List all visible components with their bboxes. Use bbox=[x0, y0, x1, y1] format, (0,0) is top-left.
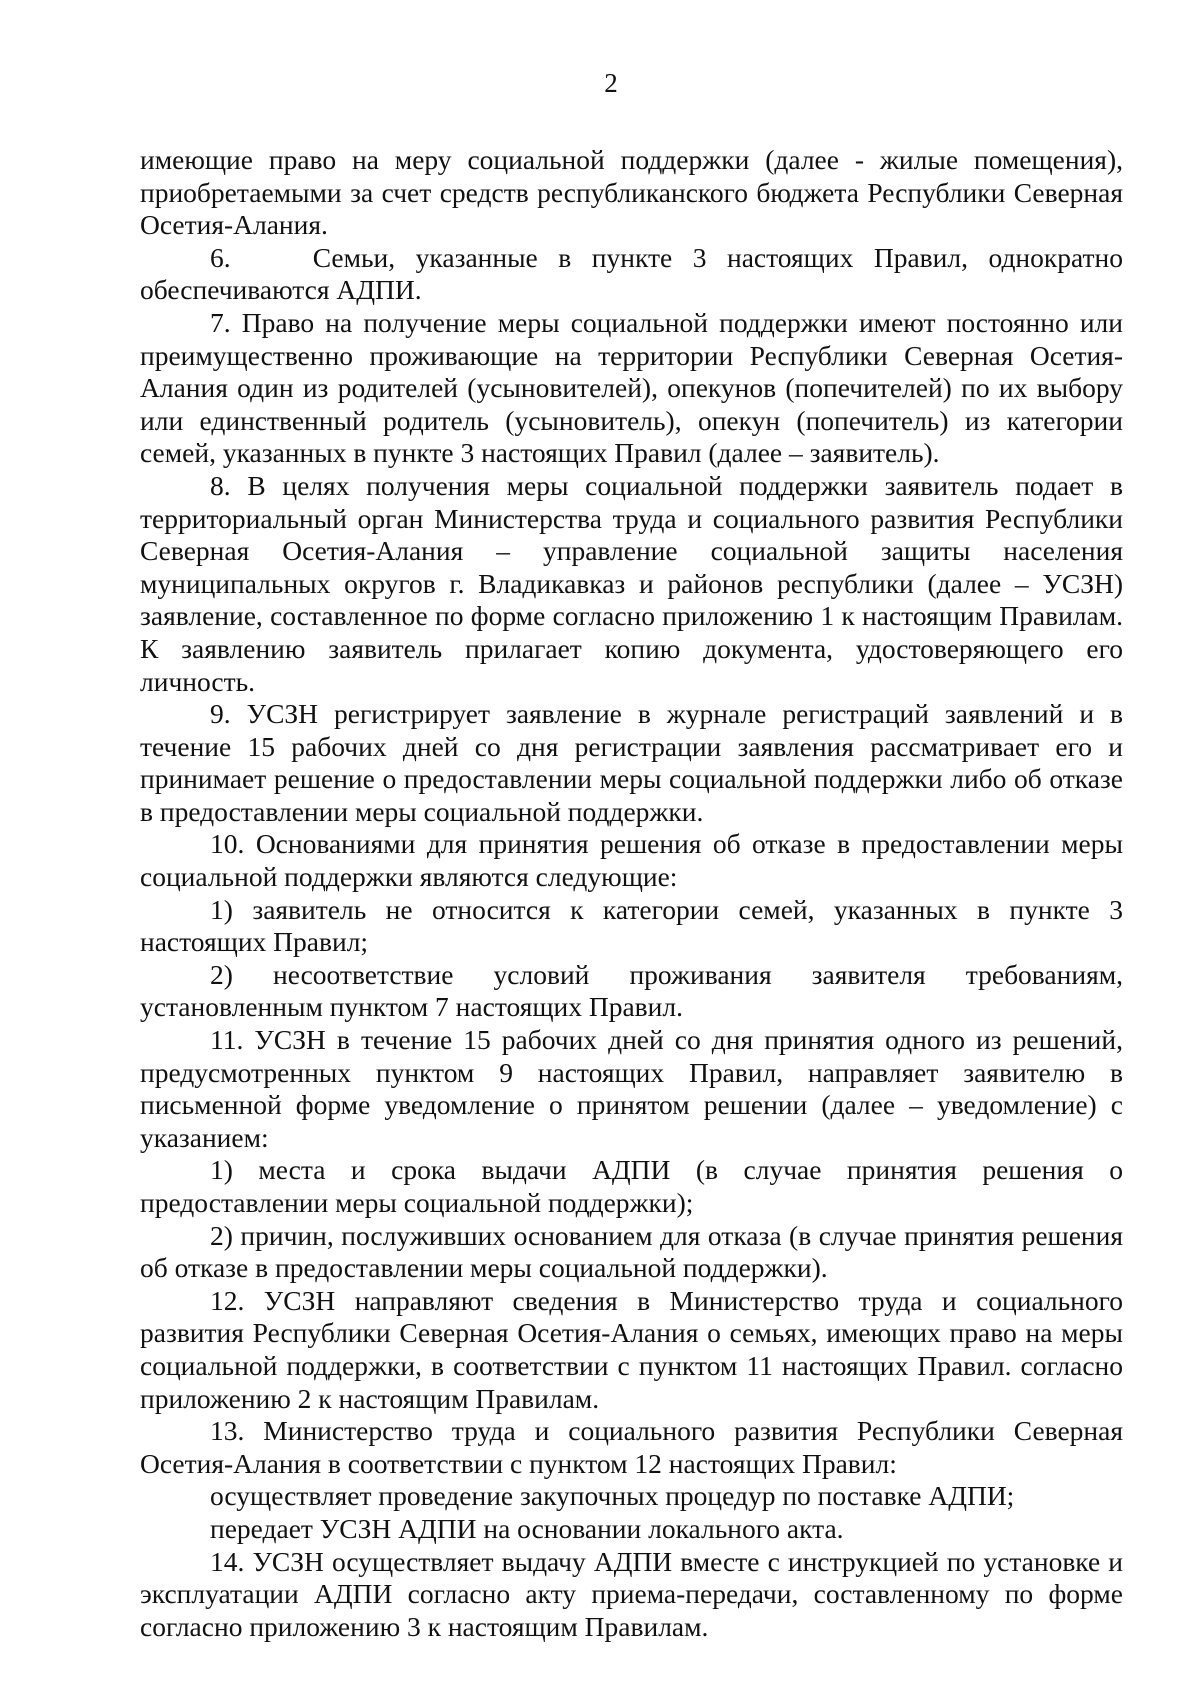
paragraph-13-item-2: передает УСЗН АДПИ на основании локального акта. bbox=[210, 1512, 844, 1544]
paragraph-10-item-2: 2) несоответствие условий проживания заявителя требованиям, установленным пунктом 7 настоящих Правил. bbox=[140, 958, 1123, 1023]
paragraph-9: 9. УСЗН регистрирует заявление в журнале регистраций заявлений и в течение 15 рабочих дней со дня регистрации заявления рассматривает его и принимает решение о предоставлении меры социальной поддержки либо об отказе в предоставлении меры социальной поддержки. bbox=[140, 698, 1123, 827]
page-number: 2 bbox=[604, 68, 618, 98]
paragraph-6: 6. Семьи, указанные в пункте 3 настоящих Правил, однократно обеспечиваются АДПИ. bbox=[140, 241, 1123, 306]
paragraph-14: 14. УСЗН осуществляет выдачу АДПИ вместе с инструкцией по установке и эксплуатации АДПИ согласно акту приема-передачи, составленному по форме согласно приложению 3 к настоящим Правилам. bbox=[140, 1545, 1123, 1642]
paragraph-8: 8. В целях получения меры социальной поддержки заявитель подает в территориальный орган Министерства труда и социального развития Республики Северная Осетия-Алания – управление социальной защиты населения муниципальных округов г. Владикавказ и районов республики (далее – УСЗН) заявление, составленное по форме согласно приложению 1 к настоящим Правилам. К заявлению заявитель прилагает копию документа, удостоверяющего его личность. bbox=[140, 469, 1123, 697]
paragraph-13: 13. Министерство труда и социального развития Республики Северная Осетия-Алания в соответствии с пунктом 12 настоящих Правил: bbox=[140, 1415, 1123, 1479]
paragraph-11: 11. УСЗН в течение 15 рабочих дней со дня принятия одного из решений, предусмотренных пунктом 9 настоящих Правил, направляет заявителю в письменной форме уведомление о принятом решении (далее – уведомление) с указанием: bbox=[140, 1024, 1123, 1153]
paragraph-continuation: имеющие право на меру социальной поддержки (далее - жилые помещения), приобретаемыми за счет средств республиканского бюджета Республики Северная Осетия-Алания. bbox=[140, 144, 1123, 241]
paragraph-13-item-1: осуществляет проведение закупочных процедур по поставке АДПИ; bbox=[210, 1480, 1015, 1512]
paragraph-10: 10. Основаниями для принятия решения об отказе в предоставлении меры социальной поддержки являются следующие: bbox=[140, 828, 1123, 893]
paragraph-10-item-1: 1) заявитель не относится к категории семей, указанных в пункте 3 настоящих Правил; bbox=[140, 893, 1123, 958]
paragraph-7: 7. Право на получение меры социальной поддержки имеют постоянно или преимущественно проживающие на территории Республики Северная Осетия-Алания один из родителей (усыновителей), опекунов (попечителей) по их выбору или единственный родитель (усыновитель), опекун (попечитель) из категории семей, указанных в пункте 3 настоящих Правил (далее – заявитель). bbox=[140, 306, 1123, 469]
paragraph-12: 12. УСЗН направляют сведения в Министерство труда и социального развития Республики Северная Осетия-Алания о семьях, имеющих право на меры социальной поддержки, в соответствии с пунктом 11 настоящих Правил. согласно приложению 2 к настоящим Правилам. bbox=[140, 1284, 1123, 1414]
paragraph-11-item-2: 2) причин, послуживших основанием для отказа (в случае принятия решения об отказе в предоставлении меры социальной поддержки). bbox=[140, 1219, 1123, 1284]
paragraph-11-item-1: 1) места и срока выдачи АДПИ (в случае принятия решения о предоставлении меры социальной поддержки); bbox=[140, 1154, 1123, 1218]
document-body bbox=[140, 144, 1123, 1643]
